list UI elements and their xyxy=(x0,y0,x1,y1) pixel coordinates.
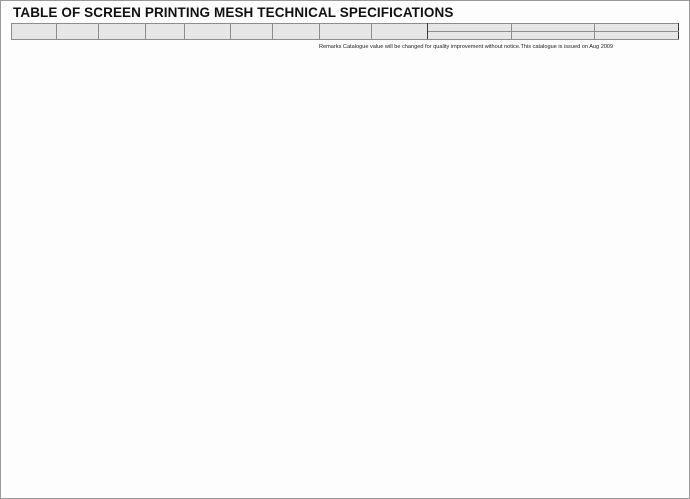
table-header xyxy=(12,24,679,40)
header-row-main xyxy=(12,24,679,32)
col-header-metric xyxy=(57,24,99,40)
col-header-weave xyxy=(146,24,185,40)
col-header-imperial xyxy=(12,24,57,40)
group-header-width-availability xyxy=(428,24,512,32)
spec-table xyxy=(11,23,679,40)
mesh-count-subheaders xyxy=(511,32,595,40)
col-header-ink-volume xyxy=(320,24,372,40)
col-header-thread xyxy=(99,24,146,40)
group-header-availability xyxy=(595,24,679,32)
col-header-tension xyxy=(372,24,428,40)
page-title: TABLE OF SCREEN PRINTING MESH TECHNICAL SPECIFICATIONS xyxy=(13,5,454,20)
remarks-note: Remarks Catalogue value will be changed for quality improvement without notice.This catalogue is issued on Aug 2009 xyxy=(319,44,614,51)
col-header-opening xyxy=(185,24,231,40)
col-header-thickness xyxy=(273,24,320,40)
group-header-mesh-count xyxy=(511,24,595,32)
col-header-open-area xyxy=(231,24,273,40)
spec-table-container xyxy=(1,23,689,40)
availability-subheaders xyxy=(595,32,679,40)
width-availability-subheaders xyxy=(428,32,512,40)
